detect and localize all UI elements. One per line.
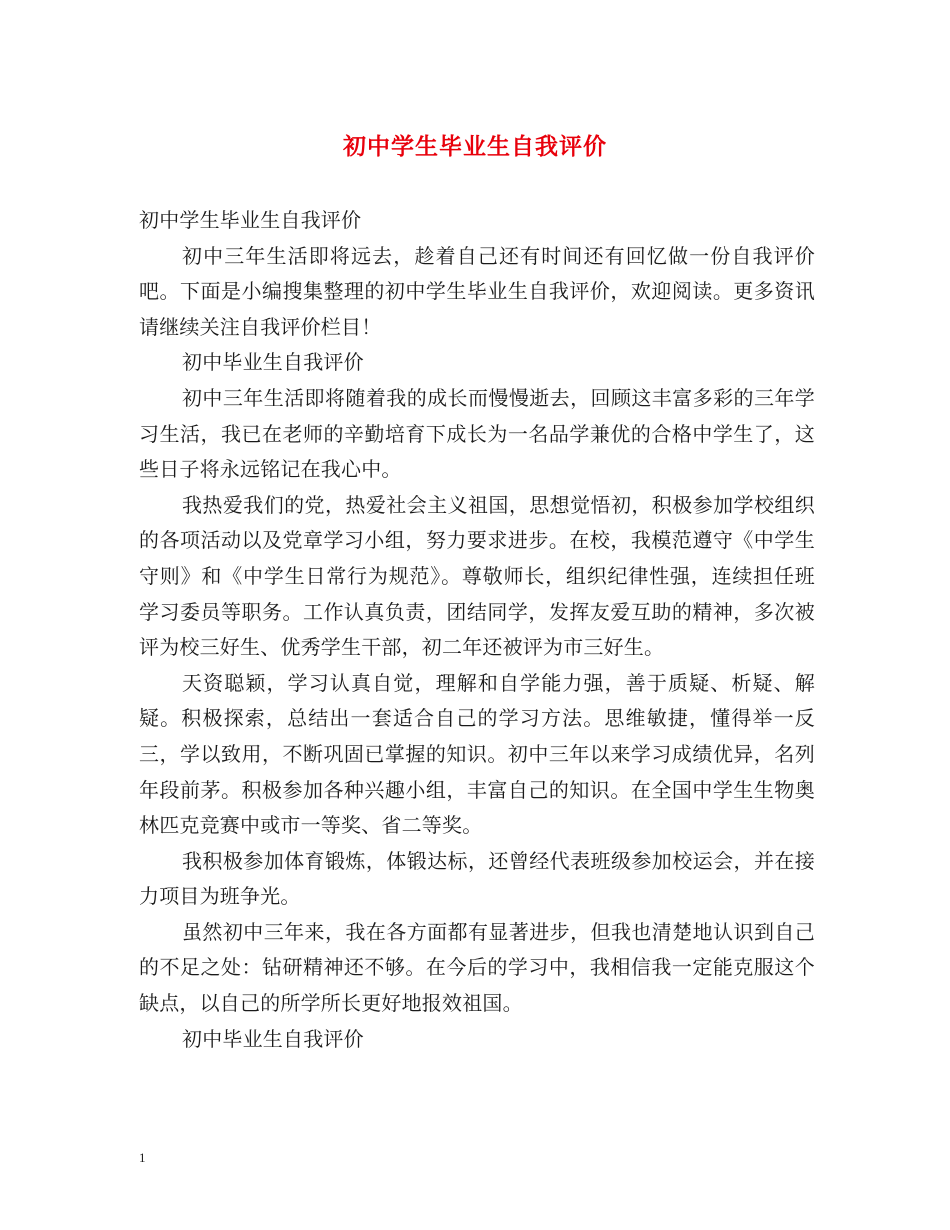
section-heading: 初中毕业生自我评价: [182, 350, 364, 375]
paragraph: 我积极参加体育锻炼，体锻达标，还曾经代表班级参加校运会，并在接力项目为班争光。: [139, 848, 815, 909]
paragraph: 天资聪颖，学习认真自觉，理解和自学能力强，善于质疑、析疑、解疑。积极探索，总结出一套适合自己的学习方法。思维敏捷，懂得举一反三，学以致用，不断巩固已掌握的知识。初中三年以来学习成绩优异，名列年段前茅。积极参加各种兴趣小组，丰富自己的知识。在全国中学生生物奥林匹克竞赛中或市一等奖、省二等奖。: [139, 670, 815, 838]
document-title: 初中学生毕业生自我评价: [343, 133, 607, 160]
paragraph-subtitle: 初中学生毕业生自我评价: [139, 208, 362, 232]
paragraph: 虽然初中三年来，我在各方面都有显著进步，但我也清楚地认识到自己的不足之处：钻研精神还不够。在今后的学习中，我相信我一定能克服这个缺点，以自己的所学所长更好地报效祖国。: [139, 919, 815, 1016]
document-body: [139, 203, 815, 1057]
section-heading: 初中毕业生自我评价: [182, 1026, 364, 1051]
paragraph: 我热爱我们的党，热爱社会主义祖国，思想觉悟初，积极参加学校组织的各项活动以及党章学习小组，努力要求进步。在校，我模范遵守《中学生守则》和《中学生日常行为规范》。尊敬师长，组织纪律性强，连续担任班学习委员等职务。工作认真负责，团结同学，发挥友爱互助的精神，多次被评为校三好生、优秀学生干部，初二年还被评为市三好生。: [139, 492, 815, 660]
page-number: 1: [139, 1150, 146, 1165]
paragraph: 初中三年生活即将随着我的成长而慢慢逝去，回顾这丰富多彩的三年学习生活，我已在老师的辛勤培育下成长为一名品学兼优的合格中学生了，这些日子将永远铭记在我心中。: [139, 385, 815, 482]
paragraph-intro: 初中三年生活即将远去，趁着自己还有时间还有回忆做一份自我评价吧。下面是小编搜集整理的初中学生毕业生自我评价，欢迎阅读。更多资讯请继续关注自我评价栏目！: [139, 243, 815, 339]
